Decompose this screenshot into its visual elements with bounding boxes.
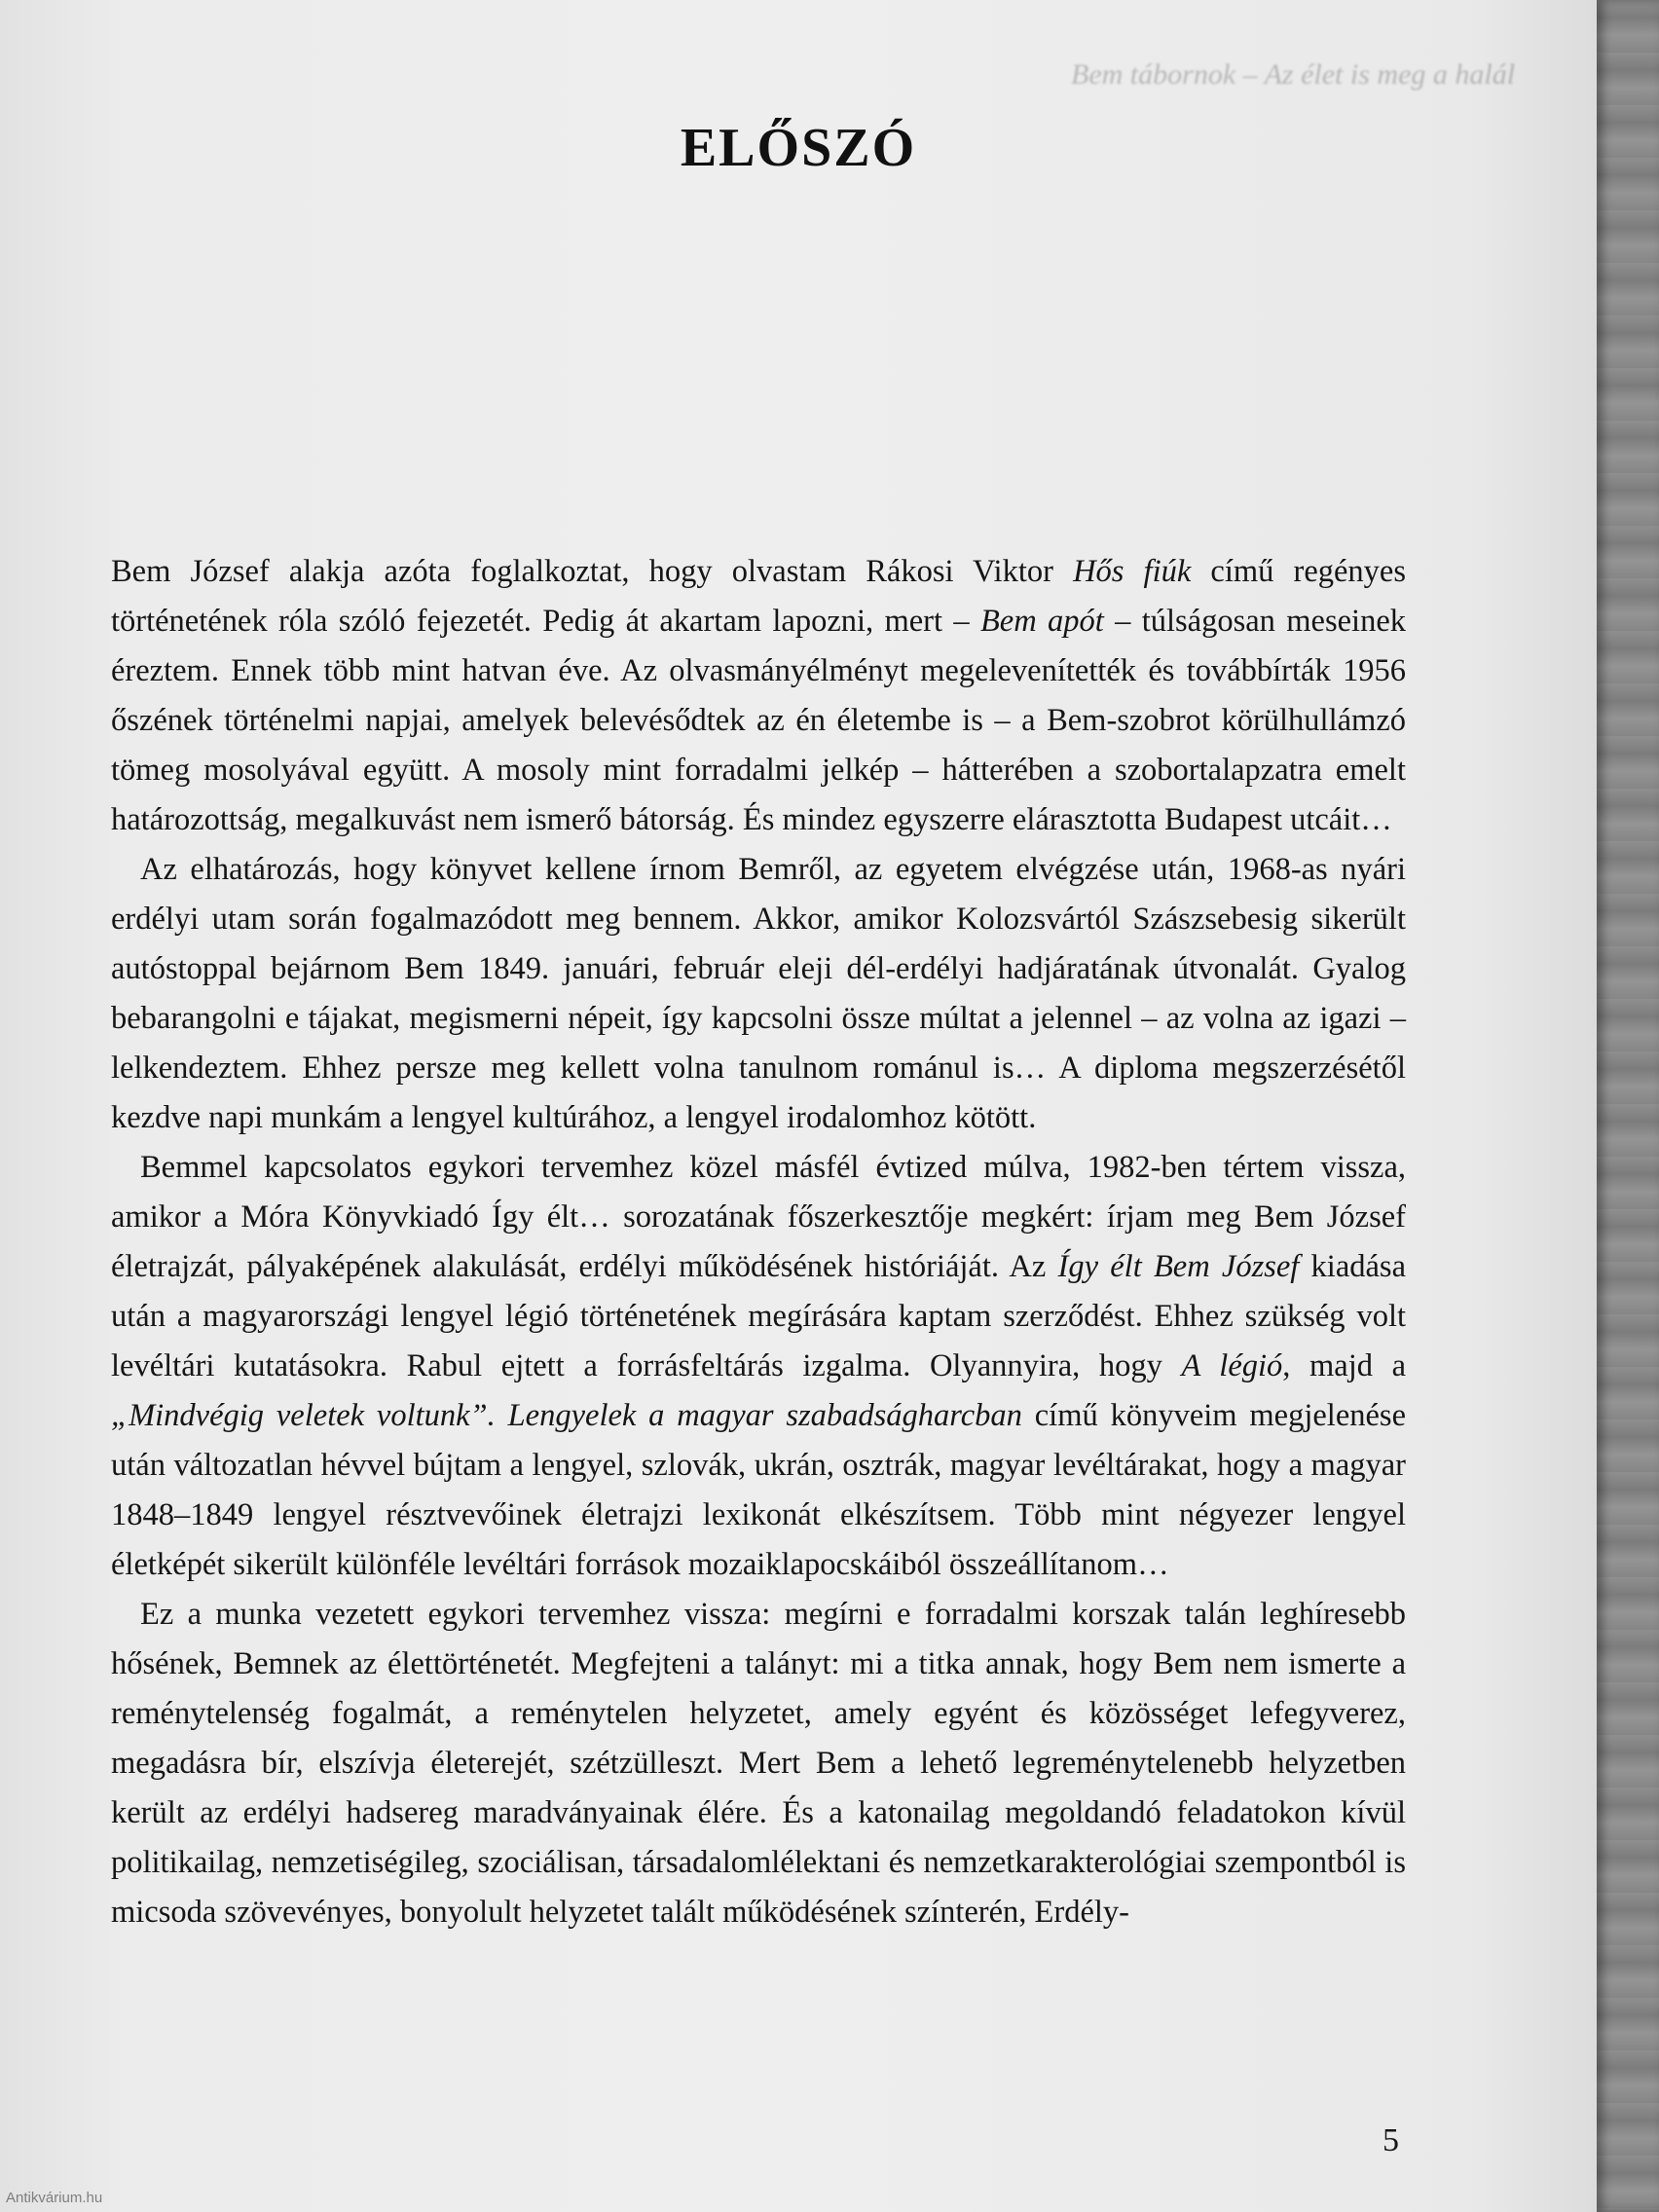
- paragraph-3: [111, 1143, 1406, 1590]
- italic-title-text: „Mindvégig veletek voltunk”. Lengyelek a magyar szabadságharcban: [111, 1398, 1022, 1433]
- text-segment: című regényes történetének róla szóló fejezetét. Pedig át akartam lapozni, mert –: [111, 554, 1406, 639]
- text-segment: Az elhatározás, hogy könyvet kellene írnom Bemről, az egyetem elvégzése után, 1968-as nyári erdélyi utam során fogalmazódott meg bennem. Akkor, amikor Kolozsvártól Szászsebesig sikerült autóstoppal bejárnom Bem 1849. januári, február eleji dél-erdélyi hadjáratának útvonalát. Gyalog bebarangolni e tájakat, megismerni népeit, így kapcsolni össze múltat a jelennel – az volna az igazi – lelkendeztem. Ehhez persze meg kellett volna tanulnom románul is… A diploma megszerzésétől kezdve napi munkám a lengyel kultúrához, a lengyel irodalomhoz kötött.: [111, 852, 1406, 1135]
- text-segment: – túlságosan meseinek éreztem. Ennek több mint hatvan éve. Az olvasmányélményt megelevenítették és továbbírták 1956 őszének történelmi napjai, amelyek belevésődtek az én életembe is – a Bem-szobrot körülhullámzó tömeg mosolyával együtt. A mosoly mint forradalmi jelkép – hátterében a szobortalapzatra emelt határozottság, megalkuvást nem ismerő bátorság. És mindez egyszerre elárasztotta Budapest utcáit…: [111, 604, 1406, 837]
- chapter-title: ELŐSZÓ: [680, 118, 917, 178]
- paragraph-2: [111, 845, 1406, 1143]
- text-segment: Ez a munka vezetett egykori tervemhez vissza: megírni e forradalmi korszak talán leghíresebb hősének, Bemnek az élettörténetét. Megfejteni a talányt: mi a titka annak, hogy Bem nem ismerte a reménytelenség fogalmát, a reménytelen helyzetet, amely egyént és közösséget lefegyverez, megadásra bír, elszívja életerejét, szétzülleszt. Mert Bem a lehető legreménytelenebb helyzetben került az erdélyi hadsereg maradványainak élére. És a katonailag megoldandó feladatokon kívül politikailag, nemzetiségileg, szociálisan, társadalomlélektani és nemzetkarakterológiai szempontból is micsoda szövevényes, bonyolult helyzetet talált működésének színterén, Erdély-: [111, 1597, 1406, 1930]
- italic-title-text: A légió: [1181, 1348, 1283, 1383]
- book-binding-edge: [1597, 0, 1659, 2212]
- bleed-through-header: Bem tábornok – Az élet is meg a halál: [1071, 58, 1516, 91]
- text-segment: Bemmel kapcsolatos egykori tervemhez közel másfél évtized múlva, 1982-ben tértem vissza, amikor a Móra Könyvkiadó Így élt… sorozatának főszerkesztője megkért: írjam meg Bem József életrajzát, pályaképének alakulását, erdélyi működésének históriáját. Az: [111, 1150, 1406, 1284]
- italic-title-text: Hős fiúk: [1073, 554, 1192, 589]
- paragraph-4: [111, 1590, 1406, 1937]
- body-text: [111, 547, 1406, 1937]
- italic-title-text: Bem apót: [979, 604, 1104, 639]
- paragraph-1: [111, 547, 1406, 845]
- italic-title-text: Így élt Bem József: [1057, 1249, 1300, 1284]
- page-number: 5: [1382, 2122, 1399, 2158]
- text-segment: című könyveim megjelenése után változatlan hévvel bújtam a lengyel, szlovák, ukrán, osztrák, magyar levéltárakat, hogy a magyar 1848–1849 lengyel résztvevőinek életrajzi lexikonát elkészítsem. Több mint négyezer lengyel életképét sikerült különféle levéltári források mozaiklapocskáiból összeállítanom…: [111, 1398, 1406, 1582]
- site-watermark: Antikvárium.hu: [6, 2190, 103, 2206]
- text-segment: kiadása után a magyarországi lengyel légió történetének megírására kaptam szerződést. Ehhez szükség volt levéltári kutatásokra. Rabul ejtett a forrásfeltárás izgalma. Olyannyira, hogy: [111, 1249, 1406, 1383]
- text-segment: Bem József alakja azóta foglalkoztat, hogy olvastam Rákosi Viktor: [111, 554, 1074, 589]
- text-segment: , majd a: [1282, 1348, 1407, 1383]
